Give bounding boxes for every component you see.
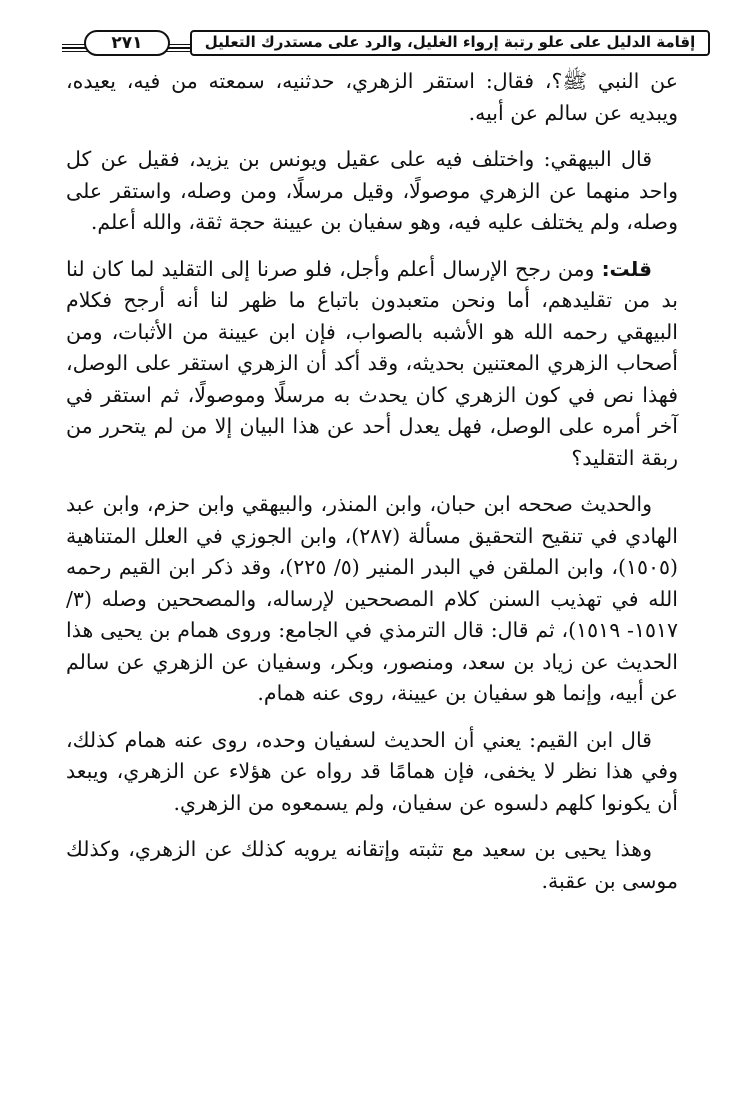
page-body	[66, 66, 678, 912]
paragraph-text: والحديث صححه ابن حبان، وابن المنذر، والبيهقي وابن حزم، وابن عبد الهادي في تنقيح التحقيق مسألة (٢٨٧)، وابن الجوزي في العلل المتناهية (١٥٠٥)، وابن الملقن في البدر المنير (٥/ ٢٢٥)، وقد ذكر ابن القيم رحمه الله في تهذيب السنن كلام المصححين لإرساله، والمصححين وصله (٣/ ١٥١٧- ١٥١٩)، ثم قال: قال الترمذي في الجامع: وروى همام بن يحيى هذا الحديث عن زياد بن سعد، ومنصور، وبكر، وسفيان عن الزهري عن سالم عن أبيه، وإنما هو سفيان بن عيينة، روى عنه همام.	[66, 492, 678, 705]
qult-lead-word: قلت:	[601, 256, 652, 281]
book-title: إقامة الدليل على علو رتبة إرواء الغليل، والرد على مستدرك التعليل	[190, 30, 710, 56]
running-header	[62, 30, 710, 60]
paragraph	[66, 254, 678, 475]
page-number: ٢٧١	[84, 30, 170, 56]
paragraph	[66, 725, 678, 820]
paragraph	[66, 66, 678, 129]
paragraph	[66, 834, 678, 897]
paragraph-text: ومن رجح الإرسال أعلم وأجل، فلو صرنا إلى التقليد لما كان لنا بد من تقليدهم، أما ونحن متعبدون باتباع ما ظهر لنا أنه أرجح فكلام البيهقي رحمه الله هو الأشبه بالصواب، فإن ابن عيينة من الأثبات، ومن أصحاب الزهري المعتنين بحديثه، وقد أكد أن الزهري استقر على الوصل، فهذا نص في كون الزهري كان يحدث به مرسلًا وموصولًا، ثم استقر في آخر أمره على الوصل، فهل يعدل أحد عن هذا البيان إلا من لم يتحرر من ربقة التقليد؟	[66, 256, 678, 470]
paragraph	[66, 144, 678, 239]
paragraph	[66, 489, 678, 710]
paragraph-text: عن النبي ﷺ؟، فقال: استقر الزهري، حدثنيه، سمعته من فيه، يعيده، ويبديه عن سالم عن أبيه.	[66, 69, 678, 125]
paragraph-text: وهذا يحيى بن سعيد مع تثبته وإتقانه يرويه كذلك عن الزهري، وكذلك موسى بن عقبة.	[66, 837, 678, 893]
paragraph-text: قال البيهقي: واختلف فيه على عقيل ويونس بن يزيد، فقيل عن كل واحد منهما عن الزهري موصولًا، وقيل مرسلًا، ومن وصله، واستقر على وصله، ولم يختلف عليه فيه، وهو سفيان بن عيينة حجة ثقة، والله أعلم.	[66, 147, 678, 234]
paragraph-text: قال ابن القيم: يعني أن الحديث لسفيان وحده، روى عنه همام كذلك، وفي هذا نظر لا يخفى، فإن همامًا قد رواه عن هؤلاء عن الزهري، ويبعد أن يكونوا كلهم دلسوه عن سفيان، ولم يسمعوه من الزهري.	[66, 727, 678, 815]
